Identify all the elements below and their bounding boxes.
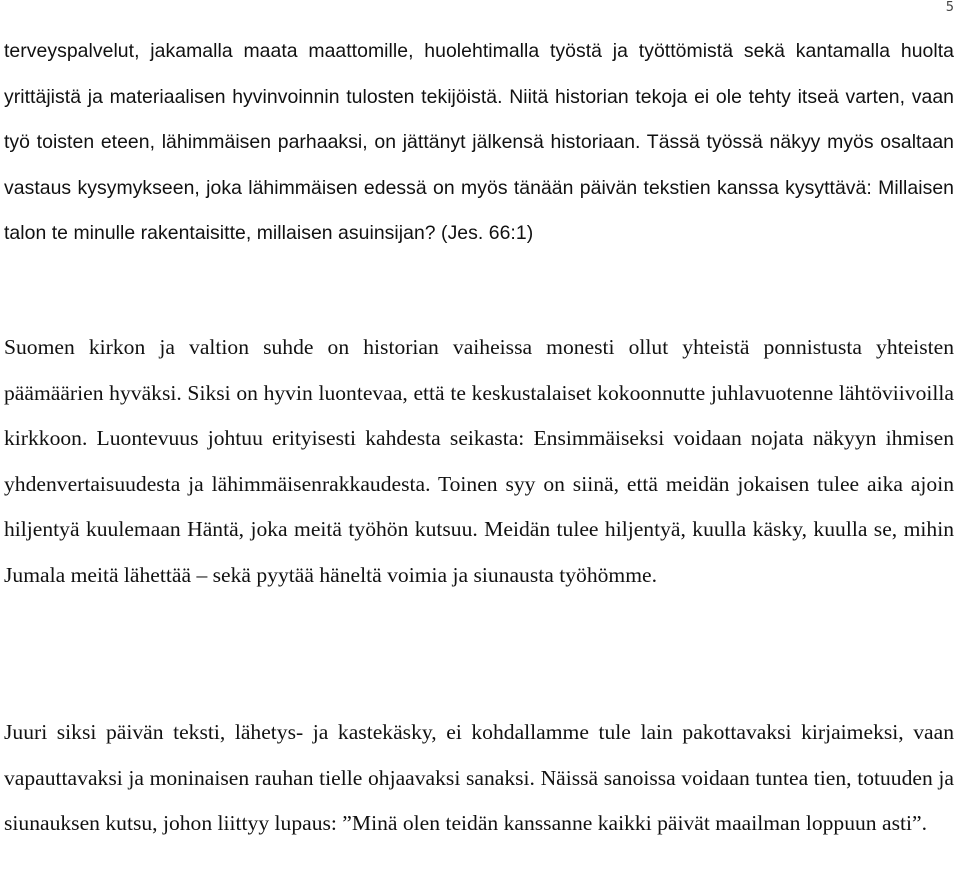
paragraph-3: Juuri siksi päivän teksti, lähetys- ja kastekäsky, ei kohdallamme tule lain pakottavaksi kirjaimeksi, vaan vapauttavaksi ja moninaisen rauhan tielle ohjaavaksi sanaksi. Näissä sanoissa voidaan tuntea tien, totuuden ja siunauksen kutsu, johon liittyy lupaus: ”Minä olen teidän kanssanne kaikki päivät maailman loppuun asti”.: [4, 720, 954, 835]
paragraph-2: Suomen kirkon ja valtion suhde on historian vaiheissa monesti ollut yhteistä ponnistusta yhteisten päämäärien hyväksi. Siksi on hyvin luontevaa, että te keskustalaiset kokoonnutte juhlavuotenne lähtöviivoilla kirkkoon. Luontevuus johtuu erityisesti kahdesta seikasta: Ensimmäiseksi voidaan nojata näkyyn ihmisen yhdenvertaisuudesta ja lähimmäisenrakkaudesta. Toinen syy on siinä, että meidän jokaisen tulee aika ajoin hiljentyä kuulemaan Häntä, joka meitä työhön kutsuu. Meidän tulee hiljentyä, kuulla käsky, kuulla se, mihin Jumala meitä lähettää – sekä pyytää häneltä voimia ja siunausta työhömme.: [4, 335, 954, 587]
paragraph-1: terveyspalvelut, jakamalla maata maattomille, huolehtimalla työstä ja työttömistä sekä kantamalla huolta yrittäjistä ja materiaalisen hyvinvoinnin tulosten tekijöistä. Niitä historian tekoja ei ole tehty itseä varten, vaan työ toisten eteen, lähimmäisen parhaaksi, on jättänyt jälkensä historiaan. Tässä työssä näkyy myös osaltaan vastaus kysymykseen, joka lähimmäisen edessä on myös tänään päivän tekstien kanssa kysyttävä: Millaisen talon te minulle rakentaisitte, millaisen asuinsijan? (Jes. 66:1): [4, 40, 954, 244]
page-number: 5: [945, 0, 954, 15]
